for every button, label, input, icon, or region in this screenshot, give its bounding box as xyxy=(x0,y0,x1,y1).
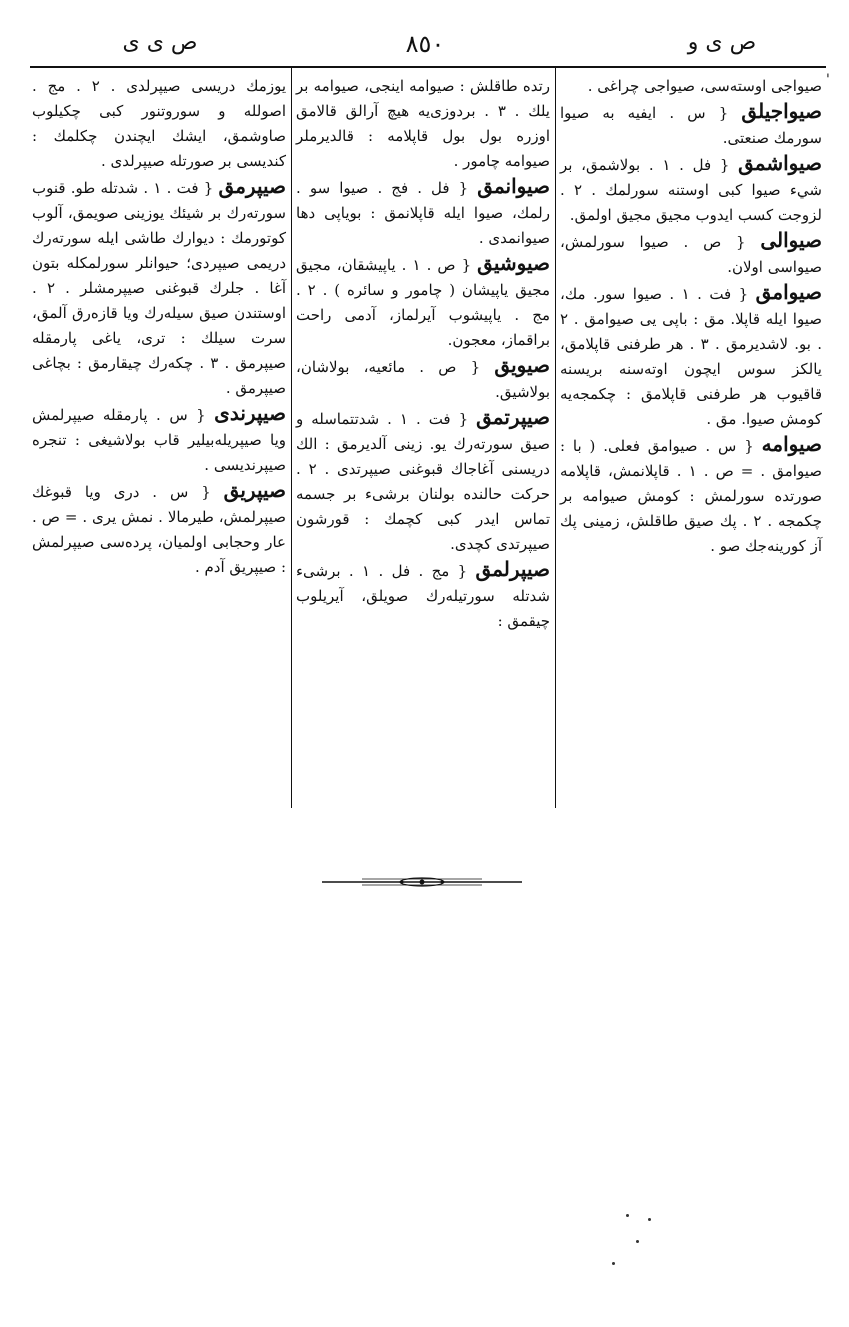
headword: صيوامه xyxy=(761,432,822,456)
running-head-right: ص ى و xyxy=(687,30,757,55)
dictionary-entry xyxy=(32,401,286,478)
dictionary-entry xyxy=(560,151,822,228)
entry-text: { ص . صيوا سورلمش، صيواسى اولان. xyxy=(560,233,822,276)
headword: صيوشيق xyxy=(477,251,550,275)
entry-text: { فت . ١ . شدتتماسله و صيق سورته‌رك يو. زينى آلديرمق : الك دريسنى آغاجاك قبوغنى صيپرتدى . ٢ . حركت حالنده بولنان برشىء بر جسمه تماس ايدر كبى كچمك : قورشون صيپرتدى كچدى. xyxy=(296,410,550,553)
dictionary-entry xyxy=(296,405,550,557)
entry-text: صيواجى اوسته‌سى، صيواجى چراغى . xyxy=(587,77,822,95)
entry-text: { س . پارمقله صيپرلمش ويا صيپريله‌بيلير قاب بولاشيغى : تنجره صيپرنديسى . xyxy=(32,406,286,474)
dictionary-entry xyxy=(560,432,822,559)
print-speck xyxy=(612,1262,615,1265)
dictionary-entry xyxy=(296,353,550,405)
entry-text: { فل . فج . صيوا سو . رلمك، صيوا ايله قاپلانمق : بوياپى دها صيوانمدى . xyxy=(296,179,550,247)
print-speck xyxy=(648,1218,651,1221)
headword: صيواجيلق xyxy=(741,99,822,123)
print-speck xyxy=(636,1240,639,1243)
header-rule xyxy=(30,66,826,68)
entry-text: { ص . ١ . ياپيشقان، مجيق مجيق ياپيشان ( چامور و سائره ) . ٢ . مج . ياپيشوب آيرلماز، آدمى راحت براقماز، معجون. xyxy=(296,256,550,349)
headword: صيپرتمق xyxy=(476,405,550,429)
column-middle xyxy=(296,74,550,634)
entry-text: { س . صيوامق فعلى. ( با : صيوامق . = ص . ١ . قاپلانمش، قاپلامه صورتده سورلمش : كومش صيوامه بر چكمجه . ٢ . پك صيق طاقلش، زمينى پك آز كورينه‌جك صو . xyxy=(560,437,822,555)
print-speck xyxy=(626,1214,629,1217)
headword: صيوامق xyxy=(755,280,822,304)
dictionary-entry xyxy=(560,280,822,432)
headword: صيويق xyxy=(494,353,550,377)
dictionary-entry xyxy=(296,251,550,353)
headword: صيوانمق xyxy=(477,174,550,198)
running-head-left: ص ى ى xyxy=(122,30,198,55)
entry-text: رتده طاقلش : صيوامه اينجى، صيوامه بر يلك . ٣ . بردوزى‌يه هيچ آرالق قالامق اوزره بول بول قاپلامه : قالديرملر صيوامه چامور . xyxy=(296,77,550,170)
headword: صيپرمق xyxy=(218,174,286,198)
entry-text: { فت . ١ . صيوا سور. مك، صيوا ايله قاپلا. مق : باپى يى صيوامق . ٢ . بو. لاشديرمق . ٣ . هر طرفنى قاپلامق، يالكز سوس ايچون اوته‌سنه بريسنه قاقيوب هر طرفنى قاپلامق : چكمجه‌يه كومش صيوا. مق . xyxy=(560,285,822,428)
dictionary-entry xyxy=(560,228,822,280)
dictionary-entry xyxy=(32,478,286,580)
entry-text: { س . ايفيه به صيوا سورمك صنعتى. xyxy=(560,104,822,147)
entry-continuation xyxy=(560,74,822,99)
end-ornament xyxy=(322,874,522,890)
entry-continuation xyxy=(32,74,286,174)
column-divider-left xyxy=(291,68,292,808)
entry-text: { فت . ١ . شدتله طو. قنوب سورته‌رك بر شيئك يوزينى صويمق، آلوب كوتورمك : ديوارك طاشى ايله سورته‌رك دريمى صيپردى؛ حيوانلر سورلمكله بتون آغا . جلرك قبوغنى صيپرمشلر . ٢ . اوستندن صيق سيله‌رك ويا قازه‌رق آلمق، سرت سيلك : ترى، ياغى پارمقله صيپرمق . ٣ . چكه‌رك چيقارمق : بچاغى صيپرمق . xyxy=(32,179,286,397)
entry-text: { مج . فل . ١ . برشىء شدتله سورتيله‌رك صويلق، آيريلوب چيقمق : xyxy=(296,562,550,630)
column-divider-right xyxy=(555,68,556,808)
entry-text: { ص . مائعيه، بولاشان، بولاشيق. xyxy=(296,358,550,401)
headword: صيپريق xyxy=(223,478,286,502)
headword: صيواشمق xyxy=(738,151,822,175)
entry-continuation xyxy=(296,74,550,174)
headword: صيوالى xyxy=(760,228,822,252)
dictionary-entry xyxy=(296,557,550,634)
entry-text: يوزمك دريسى صيپرلدى . ٢ . مج . اصولله و سوروتنور كبى چكيلوب صاوشمق، ايشك ايچندن چكلمك : كنديسى بر صورتله صيپرلدى . xyxy=(32,77,287,170)
margin-mark: ' xyxy=(826,72,830,88)
dictionary-entry xyxy=(32,174,286,401)
entry-text: { فل . ١ . بولاشمق، بر شيء صيوا كبى اوستنه سورلمك . ٢ . لزوجت كسب ايدوب مجيق مجيق اولمق. xyxy=(560,156,822,224)
page-number: ٨٥٠ xyxy=(405,30,445,58)
headword: صيپرندى xyxy=(214,401,286,425)
headword: صيپرلمق xyxy=(475,557,550,581)
dictionary-entry xyxy=(296,174,550,251)
column-right xyxy=(560,74,822,559)
dictionary-entry xyxy=(560,99,822,151)
entry-text: { س . درى ويا قبوغك صيپرلمش، طيرمالا . نمش يرى . = ص . عار وحجابى اولميان، پرده‌سى صيپرلمش : صيپريق آدم . xyxy=(32,483,286,576)
column-left xyxy=(32,74,286,580)
